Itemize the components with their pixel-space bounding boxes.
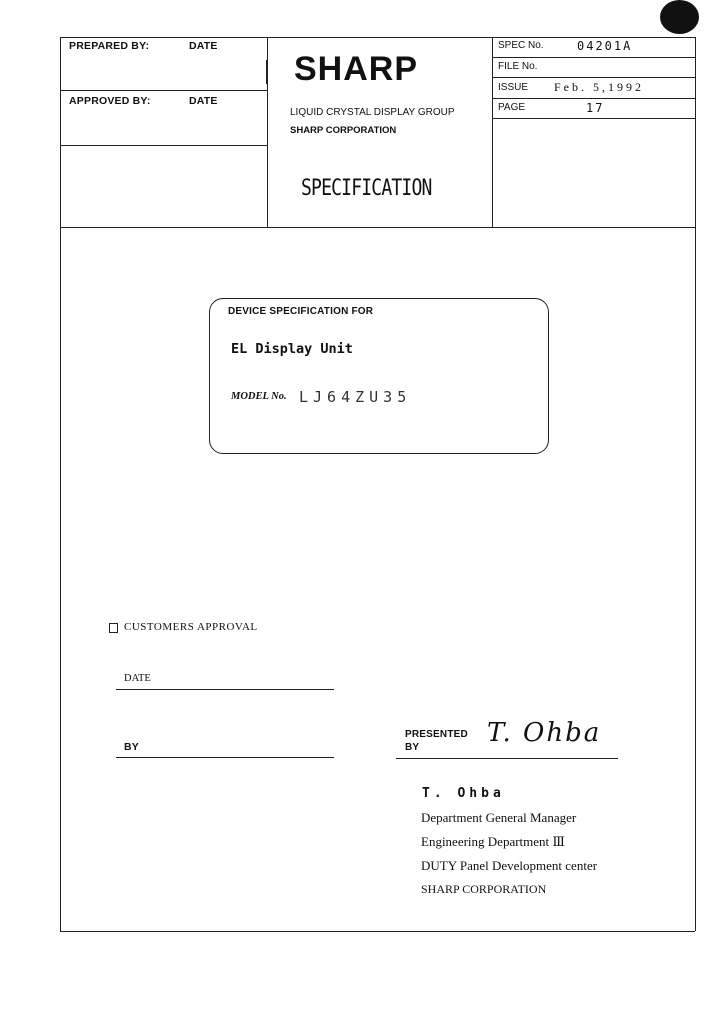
- page-title: SPECIFICATION: [301, 176, 432, 201]
- frame-top: [60, 37, 695, 38]
- device-name: EL Display Unit: [231, 341, 353, 357]
- approved-row-line: [60, 145, 267, 146]
- approved-by-label: APPROVED BY:: [69, 95, 151, 107]
- prepared-by-label: PREPARED BY:: [69, 40, 150, 52]
- frame-left: [60, 37, 61, 931]
- page-label: PAGE: [498, 102, 526, 113]
- black-stamp-mark: [660, 0, 699, 34]
- presenter-title-line2: Engineering Department Ⅲ: [421, 834, 565, 849]
- approval-by-line[interactable]: [116, 757, 334, 758]
- file-no-label: FILE No.: [498, 61, 538, 72]
- presenter-name: T. Ohba: [422, 786, 505, 801]
- presenter-title-line3: DUTY Panel Development center: [421, 858, 598, 873]
- frame-right: [695, 37, 696, 931]
- corporation-name: SHARP CORPORATION: [290, 125, 397, 136]
- approval-date-label: DATE: [124, 673, 151, 684]
- frame-bottom: [60, 931, 695, 932]
- approved-date-label: DATE: [189, 95, 218, 107]
- model-label: MODEL No.: [231, 391, 287, 402]
- prepared-date-label: DATE: [189, 40, 218, 52]
- prepared-tick: [266, 60, 268, 84]
- page-row-line: [492, 118, 695, 119]
- presenter-title-line1: Department General Manager: [421, 810, 577, 825]
- spec-no-value: 04201A: [577, 39, 633, 53]
- presented-by-label: BY: [405, 742, 420, 753]
- sharp-logo: SHARP: [294, 50, 419, 88]
- presented-by-line: [396, 758, 618, 759]
- header-col-divider-2: [492, 37, 493, 227]
- approval-date-line[interactable]: [116, 689, 334, 690]
- group-name: LIQUID CRYSTAL DISPLAY GROUP: [290, 107, 455, 118]
- header-bottom-line: [60, 227, 695, 228]
- issue-row-line: [492, 98, 695, 99]
- device-spec-heading: DEVICE SPECIFICATION FOR: [228, 306, 374, 317]
- model-value: LJ64ZU35: [299, 388, 412, 406]
- spec-row-line: [492, 57, 695, 58]
- page-value: 17: [586, 101, 605, 115]
- spec-no-label: SPEC No.: [498, 40, 544, 51]
- prepared-row-line: [60, 90, 267, 91]
- presenter-title-line4: SHARP CORPORATION: [421, 882, 547, 896]
- file-row-line: [492, 77, 695, 78]
- issue-label: ISSUE: [498, 82, 529, 93]
- approval-checkbox[interactable]: [109, 623, 118, 633]
- approval-by-label: BY: [124, 741, 139, 753]
- issue-value: Feb. 5,1992: [554, 80, 644, 94]
- presenter-signature: T. Ohba: [487, 718, 602, 748]
- customers-approval-heading: CUSTOMERS APPROVAL: [124, 621, 258, 633]
- device-spec-box: [209, 298, 549, 454]
- presented-label: PRESENTED: [405, 729, 468, 740]
